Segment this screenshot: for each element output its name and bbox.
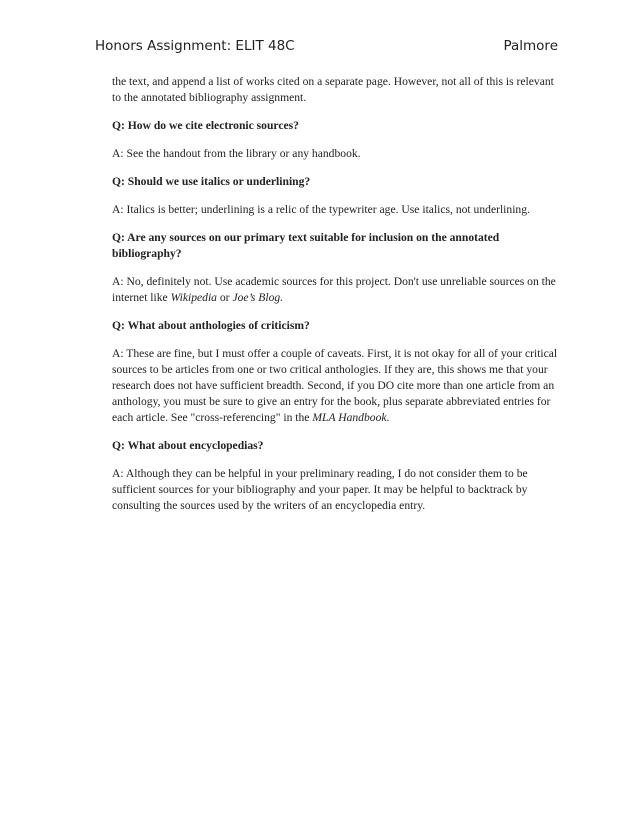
- document-body: [112, 74, 562, 526]
- answer-1: A: See the handout from the library or any handbook.: [112, 147, 361, 160]
- answer-4: [112, 346, 562, 426]
- answer-4-text-2: .: [386, 411, 390, 424]
- answer-3-text-2: or: [216, 291, 233, 304]
- answer-3-italic-wikipedia: Wikipedia: [170, 291, 217, 304]
- header-author: Palmore: [503, 38, 558, 54]
- intro-paragraph: the text, and append a list of works cited on a separate page. However, not all of this is relevant to the annotated bibliography assignment.: [112, 75, 554, 104]
- question-3: Q: Are any sources on our primary text suitable for inclusion on the annotated bibliography?: [112, 231, 500, 260]
- answer-4-text-1: A: These are fine, but I must offer a couple of caveats. First, it is not okay for all of your critical sources to be articles from one or two critical anthologies. If they are, this shows me that your research does not have sufficient breadth. Second, if you DO cite more than one article from an anthology, you must be sure to give an entry for the book, plus separate abbreviated entries for each article. See "cross-referencing" in the: [112, 347, 558, 424]
- answer-2: A: Italics is better; underlining is a relic of the typewriter age. Use italics, not underlining.: [112, 203, 530, 216]
- question-2: Q: Should we use italics or underlining?: [112, 175, 311, 188]
- answer-3: [112, 274, 562, 306]
- header-title: Honors Assignment: ELIT 48C: [95, 38, 295, 54]
- answer-3-text-1: A: No, definitely not. Use academic sources for this project. Don't use unreliable sources on the internet like: [112, 275, 556, 304]
- question-1: Q: How do we cite electronic sources?: [112, 119, 299, 132]
- question-5: Q: What about encyclopedias?: [112, 439, 264, 452]
- question-4: Q: What about anthologies of criticism?: [112, 319, 310, 332]
- answer-5: A: Although they can be helpful in your preliminary reading, I do not consider them to be sufficient sources for your bibliography and your paper. It may be helpful to backtrack by consulting the sources used by the writers of an encyclopedia entry.: [112, 467, 528, 512]
- page-header: [95, 38, 558, 54]
- answer-3-italic-joes-blog: Joe’s Blog.: [232, 291, 284, 304]
- answer-4-italic-mla-handbook: MLA Handbook: [312, 411, 387, 424]
